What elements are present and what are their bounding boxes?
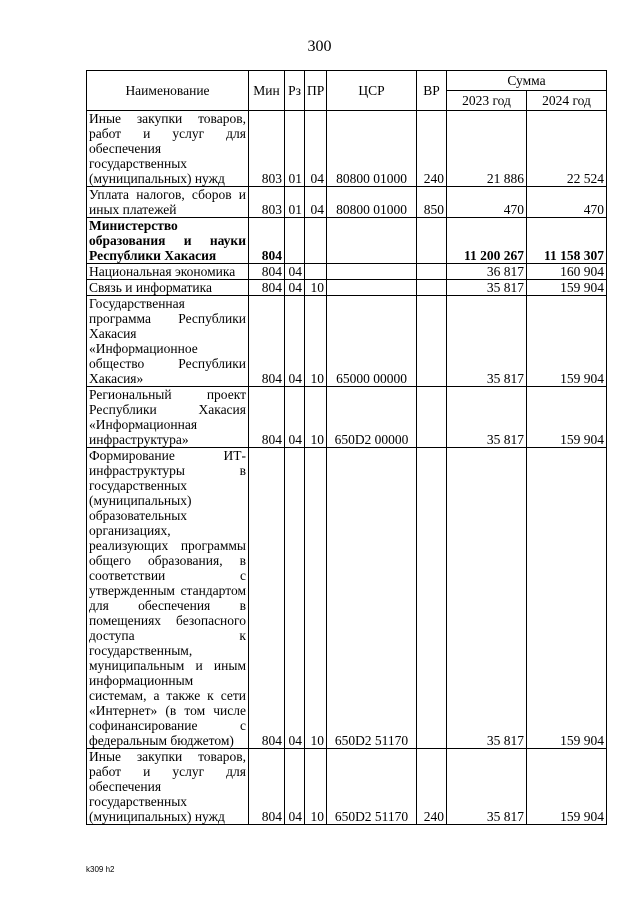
- table-row: [87, 448, 607, 749]
- cell-name: Региональный проект Республики Хакасия «Информационная инфраструктура»: [87, 387, 249, 448]
- cell-vr: [417, 264, 447, 280]
- cell-name: Уплата налогов, сборов и иных платежей: [87, 187, 249, 218]
- cell-vr: [417, 296, 447, 387]
- cell-y2024: 159 904: [527, 296, 607, 387]
- cell-pr: 10: [305, 280, 327, 296]
- cell-min: 804: [249, 387, 285, 448]
- cell-rz: 04: [285, 280, 305, 296]
- cell-y2024: 11 158 307: [527, 218, 607, 264]
- cell-rz: 04: [285, 264, 305, 280]
- cell-name: Связь и информатика: [87, 280, 249, 296]
- cell-vr: 240: [417, 749, 447, 825]
- table-body: [87, 111, 607, 825]
- cell-vr: [417, 280, 447, 296]
- cell-y2024: 470: [527, 187, 607, 218]
- cell-min: 804: [249, 264, 285, 280]
- cell-vr: 850: [417, 187, 447, 218]
- cell-y2023: 35 817: [447, 280, 527, 296]
- cell-min: 803: [249, 111, 285, 187]
- cell-y2023: 470: [447, 187, 527, 218]
- cell-y2023: 11 200 267: [447, 218, 527, 264]
- cell-y2024: 159 904: [527, 387, 607, 448]
- cell-csr: 65000 00000: [327, 296, 417, 387]
- cell-y2023: 36 817: [447, 264, 527, 280]
- cell-csr: [327, 218, 417, 264]
- header-pr: ПР: [305, 71, 327, 111]
- header-2023: 2023 год: [447, 91, 527, 111]
- header-sum: Сумма: [447, 71, 607, 91]
- table-row: [87, 111, 607, 187]
- page-number: 300: [307, 38, 332, 55]
- cell-y2024: 22 524: [527, 111, 607, 187]
- footer-code: k309 h2: [86, 865, 115, 874]
- header-rz: Рз: [285, 71, 305, 111]
- cell-min: 804: [249, 749, 285, 825]
- cell-y2023: 21 886: [447, 111, 527, 187]
- table-row: [87, 296, 607, 387]
- cell-vr: 240: [417, 111, 447, 187]
- cell-rz: 04: [285, 448, 305, 749]
- cell-csr: 650D2 51170: [327, 749, 417, 825]
- table-row: [87, 218, 607, 264]
- cell-name: Иные закупки товаров, работ и услуг для обеспечения государственных (муниципальных) нужд: [87, 749, 249, 825]
- cell-y2024: 159 904: [527, 749, 607, 825]
- cell-y2023: 35 817: [447, 296, 527, 387]
- cell-name: Национальная экономика: [87, 264, 249, 280]
- cell-vr: [417, 218, 447, 264]
- cell-rz: 01: [285, 187, 305, 218]
- cell-pr: [305, 264, 327, 280]
- cell-y2024: 159 904: [527, 448, 607, 749]
- header-vr: ВР: [417, 71, 447, 111]
- table-row: [87, 280, 607, 296]
- cell-name: Государственная программа Республики Хакасия «Информационное общество Республики Хакасия»: [87, 296, 249, 387]
- cell-y2023: 35 817: [447, 387, 527, 448]
- cell-pr: 10: [305, 448, 327, 749]
- cell-csr: 80800 01000: [327, 187, 417, 218]
- cell-name: Министерство образования и науки Республики Хакасия: [87, 218, 249, 264]
- cell-pr: 10: [305, 749, 327, 825]
- cell-csr: 650D2 00000: [327, 387, 417, 448]
- cell-min: 804: [249, 280, 285, 296]
- cell-rz: 04: [285, 749, 305, 825]
- cell-pr: [305, 218, 327, 264]
- cell-y2024: 160 904: [527, 264, 607, 280]
- cell-csr: [327, 280, 417, 296]
- cell-pr: 10: [305, 296, 327, 387]
- header-name: Наименование: [87, 71, 249, 111]
- cell-rz: 04: [285, 296, 305, 387]
- cell-csr: [327, 264, 417, 280]
- cell-name: Формирование ИТ-инфраструктуры в государственных (муниципальных) образовательных организациях, реализующих программы общего образования, в соответствии с утвержденным стандартом для обеспечения в помещениях безопасного доступа к государственным, муниципальным и иным информационным системам, а также к сети «Интернет» (в том числе софинансирование с федеральным бюджетом): [87, 448, 249, 749]
- header-csr: ЦСР: [327, 71, 417, 111]
- cell-y2024: 159 904: [527, 280, 607, 296]
- cell-min: 804: [249, 448, 285, 749]
- header-min: Мин: [249, 71, 285, 111]
- cell-rz: 01: [285, 111, 305, 187]
- header-2024: 2024 год: [527, 91, 607, 111]
- table-row: [87, 749, 607, 825]
- cell-csr: 80800 01000: [327, 111, 417, 187]
- cell-pr: 10: [305, 387, 327, 448]
- cell-y2023: 35 817: [447, 448, 527, 749]
- cell-name: Иные закупки товаров, работ и услуг для обеспечения государственных (муниципальных) нужд: [87, 111, 249, 187]
- cell-min: 804: [249, 296, 285, 387]
- cell-vr: [417, 387, 447, 448]
- cell-rz: [285, 218, 305, 264]
- cell-vr: [417, 448, 447, 749]
- cell-rz: 04: [285, 387, 305, 448]
- cell-pr: 04: [305, 111, 327, 187]
- table-row: [87, 187, 607, 218]
- budget-table: [86, 70, 607, 825]
- cell-csr: 650D2 51170: [327, 448, 417, 749]
- cell-min: 803: [249, 187, 285, 218]
- table-row: [87, 264, 607, 280]
- cell-min: 804: [249, 218, 285, 264]
- cell-pr: 04: [305, 187, 327, 218]
- cell-y2023: 35 817: [447, 749, 527, 825]
- table-row: [87, 387, 607, 448]
